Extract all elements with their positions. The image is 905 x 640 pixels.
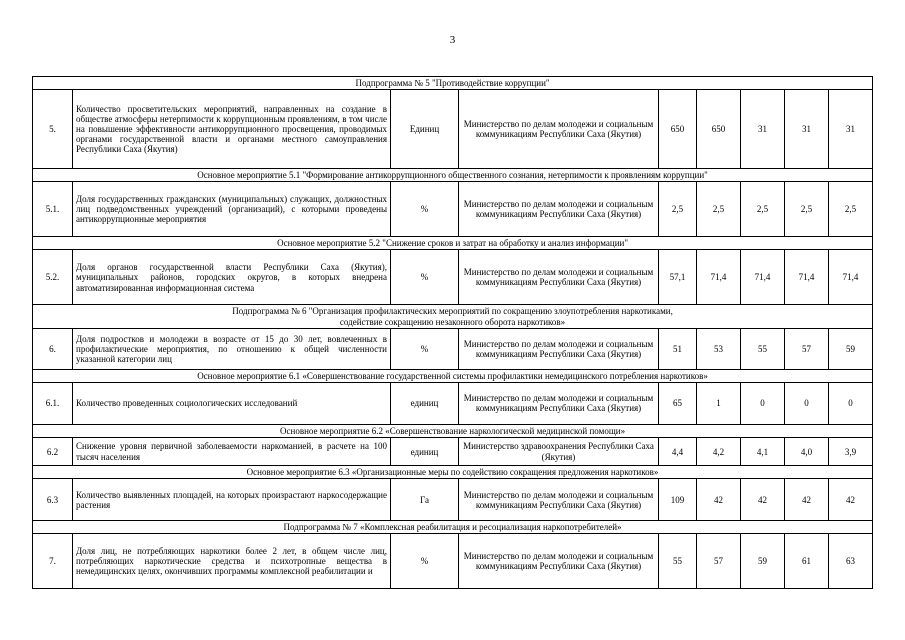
indicator-value-cell: 71,4 [785, 250, 829, 305]
indicator-row [33, 250, 873, 305]
section-header-row [33, 521, 873, 534]
indicator-value-cell: 31 [785, 90, 829, 169]
section-header-row [33, 424, 873, 437]
section-header-cell: Основное мероприятие 6.1 «Совершенствование государственной системы профилактики немедицинского потребления наркотиков» [33, 369, 873, 382]
indicator-number-cell: 7. [33, 534, 73, 589]
section-header-row [33, 237, 873, 250]
indicator-description-cell: Снижение уровня первичной заболеваемости наркоманией, в расчете на 100 тысяч населения [73, 438, 391, 466]
indicator-value-cell: 4,2 [697, 438, 741, 466]
indicator-number-cell: 6.1. [33, 382, 73, 424]
indicator-value-cell: 42 [785, 479, 829, 521]
indicator-number-cell: 6.2 [33, 438, 73, 466]
indicator-value-cell: 2,5 [829, 182, 873, 237]
indicator-value-cell: 31 [741, 90, 785, 169]
indicator-value-cell: 2,5 [741, 182, 785, 237]
responsible-body-cell: Министерство по делам молодежи и социальным коммуникациям Республики Саха (Якутия) [459, 328, 659, 369]
indicator-number-cell: 6. [33, 328, 73, 369]
responsible-body-cell: Министерство по делам молодежи и социальным коммуникациям Республики Саха (Якутия) [459, 534, 659, 589]
indicator-unit-cell: единиц [391, 382, 459, 424]
indicator-value-cell: 2,5 [659, 182, 697, 237]
section-header-line: Подпрограмма № 6 "Организация профилактических мероприятий по сокращению злоупотребления наркотиками, [232, 306, 673, 317]
indicator-number-cell: 5.2. [33, 250, 73, 305]
indicator-value-cell: 57 [697, 534, 741, 589]
section-header-cell: Основное мероприятие 6.2 «Совершенствование наркологической медицинской помощи» [33, 424, 873, 437]
indicator-value-cell: 2,5 [697, 182, 741, 237]
indicator-value-cell: 0 [829, 382, 873, 424]
indicator-row [33, 382, 873, 424]
indicator-value-cell: 71,4 [829, 250, 873, 305]
indicator-value-cell: 109 [659, 479, 697, 521]
responsible-body-cell: Министерство по делам молодежи и социальным коммуникациям Республики Саха (Якутия) [459, 90, 659, 169]
indicator-value-cell: 42 [741, 479, 785, 521]
indicator-value-cell: 63 [829, 534, 873, 589]
indicator-value-cell: 650 [659, 90, 697, 169]
indicator-value-cell: 71,4 [697, 250, 741, 305]
indicator-value-cell: 55 [659, 534, 697, 589]
indicator-description-cell: Количество просветительских мероприятий, направленных на создание в обществе атмосферы нетерпимости к коррупционным проявлениям, в том числе на повышение эффективности антикоррупционного просвещения, проводимых органами государственной власти и органами местного самоуправления Республики Саха (Якутия) [73, 90, 391, 169]
indicator-value-cell: 61 [785, 534, 829, 589]
responsible-body-cell: Министерство по делам молодежи и социальным коммуникациям Республики Саха (Якутия) [459, 382, 659, 424]
indicator-number-cell: 5. [33, 90, 73, 169]
indicator-description-cell: Доля подростков и молодежи в возрасте от 15 до 30 лет, вовлеченных в профилактические мероприятия, по отношению к общей численности указанной категории лиц [73, 328, 391, 369]
indicator-value-cell: 65 [659, 382, 697, 424]
indicator-description-cell: Доля органов государственной власти Республики Саха (Якутия), муниципальных районов, городских округов, в которых внедрена автоматизированная информационная система [73, 250, 391, 305]
indicator-description-cell: Доля лиц, не потребляющих наркотики более 2 лет, в общем числе лиц, потребляющих наркотические средства и психотропные вещества в немедицинских целях, окончивших программы комплексной реабилитации и [73, 534, 391, 589]
indicator-row [33, 438, 873, 466]
indicator-value-cell: 4,0 [785, 438, 829, 466]
responsible-body-cell: Министерство по делам молодежи и социальным коммуникациям Республики Саха (Якутия) [459, 250, 659, 305]
indicator-value-cell: 650 [697, 90, 741, 169]
indicator-value-cell: 57,1 [659, 250, 697, 305]
section-header-cell: Основное мероприятие 6.3 «Организационные меры по содействию сокращения предложения наркотиков» [33, 466, 873, 479]
section-header-cell: Подпрограмма № 7 «Комплексная реабилитация и ресоциализация наркопотребителей» [33, 521, 873, 534]
indicator-number-cell: 6.3 [33, 479, 73, 521]
section-header-cell [33, 305, 873, 328]
section-header-cell: Основное мероприятие 5.2 "Снижение сроков и затрат на обработку и анализ информации" [33, 237, 873, 250]
indicator-value-cell: 3,9 [829, 438, 873, 466]
section-header-row [33, 466, 873, 479]
indicator-value-cell: 0 [741, 382, 785, 424]
indicator-number-cell: 5.1. [33, 182, 73, 237]
indicator-unit-cell: Единиц [391, 90, 459, 169]
indicator-value-cell: 42 [829, 479, 873, 521]
indicator-value-cell: 57 [785, 328, 829, 369]
indicator-row [33, 534, 873, 589]
indicator-value-cell: 59 [829, 328, 873, 369]
indicator-value-cell: 31 [829, 90, 873, 169]
indicator-unit-cell: Га [391, 479, 459, 521]
indicator-unit-cell: % [391, 250, 459, 305]
indicator-unit-cell: % [391, 182, 459, 237]
responsible-body-cell: Министерство по делам молодежи и социальным коммуникациям Республики Саха (Якутия) [459, 479, 659, 521]
responsible-body-cell: Министерство здравоохранения Республики Саха (Якутия) [459, 438, 659, 466]
indicator-row [33, 479, 873, 521]
indicator-description-cell: Количество выявленных площадей, на которых произрастают наркосодержащие растения [73, 479, 391, 521]
section-header-cell: Подпрограмма № 5 "Противодействие коррупции" [33, 77, 873, 90]
indicator-value-cell: 2,5 [785, 182, 829, 237]
indicator-value-cell: 55 [741, 328, 785, 369]
indicator-value-cell: 0 [785, 382, 829, 424]
indicator-value-cell: 71,4 [741, 250, 785, 305]
indicator-row [33, 328, 873, 369]
section-header-row [33, 169, 873, 182]
table-body [33, 77, 873, 589]
indicator-description-cell: Количество проведенных социологических исследований [73, 382, 391, 424]
indicator-value-cell: 53 [697, 328, 741, 369]
indicator-row [33, 90, 873, 169]
responsible-body-cell: Министерство по делам молодежи и социальным коммуникациям Республики Саха (Якутия) [459, 182, 659, 237]
indicator-value-cell: 4,1 [741, 438, 785, 466]
section-header-row [33, 77, 873, 90]
indicator-unit-cell: % [391, 328, 459, 369]
indicator-value-cell: 1 [697, 382, 741, 424]
indicator-unit-cell: единиц [391, 438, 459, 466]
indicator-value-cell: 42 [697, 479, 741, 521]
section-header-line: содействие сокращению незаконного оборота наркотиков» [339, 316, 566, 327]
section-header-row [33, 369, 873, 382]
indicator-value-cell: 59 [741, 534, 785, 589]
page-number: 3 [449, 34, 456, 46]
indicators-table [32, 76, 873, 589]
indicator-description-cell: Доля государственных гражданских (муниципальных) служащих, должностных лиц подведомственных учреждений (организаций), с которыми проведены антикоррупционные мероприятия [73, 182, 391, 237]
indicator-value-cell: 51 [659, 328, 697, 369]
indicator-row [33, 182, 873, 237]
section-header-row [33, 305, 873, 328]
section-header-cell: Основное мероприятие 5.1 "Формирование антикоррупционного общественного сознания, нетерпимости к проявлениям коррупции" [33, 169, 873, 182]
indicator-unit-cell: % [391, 534, 459, 589]
indicator-value-cell: 4,4 [659, 438, 697, 466]
